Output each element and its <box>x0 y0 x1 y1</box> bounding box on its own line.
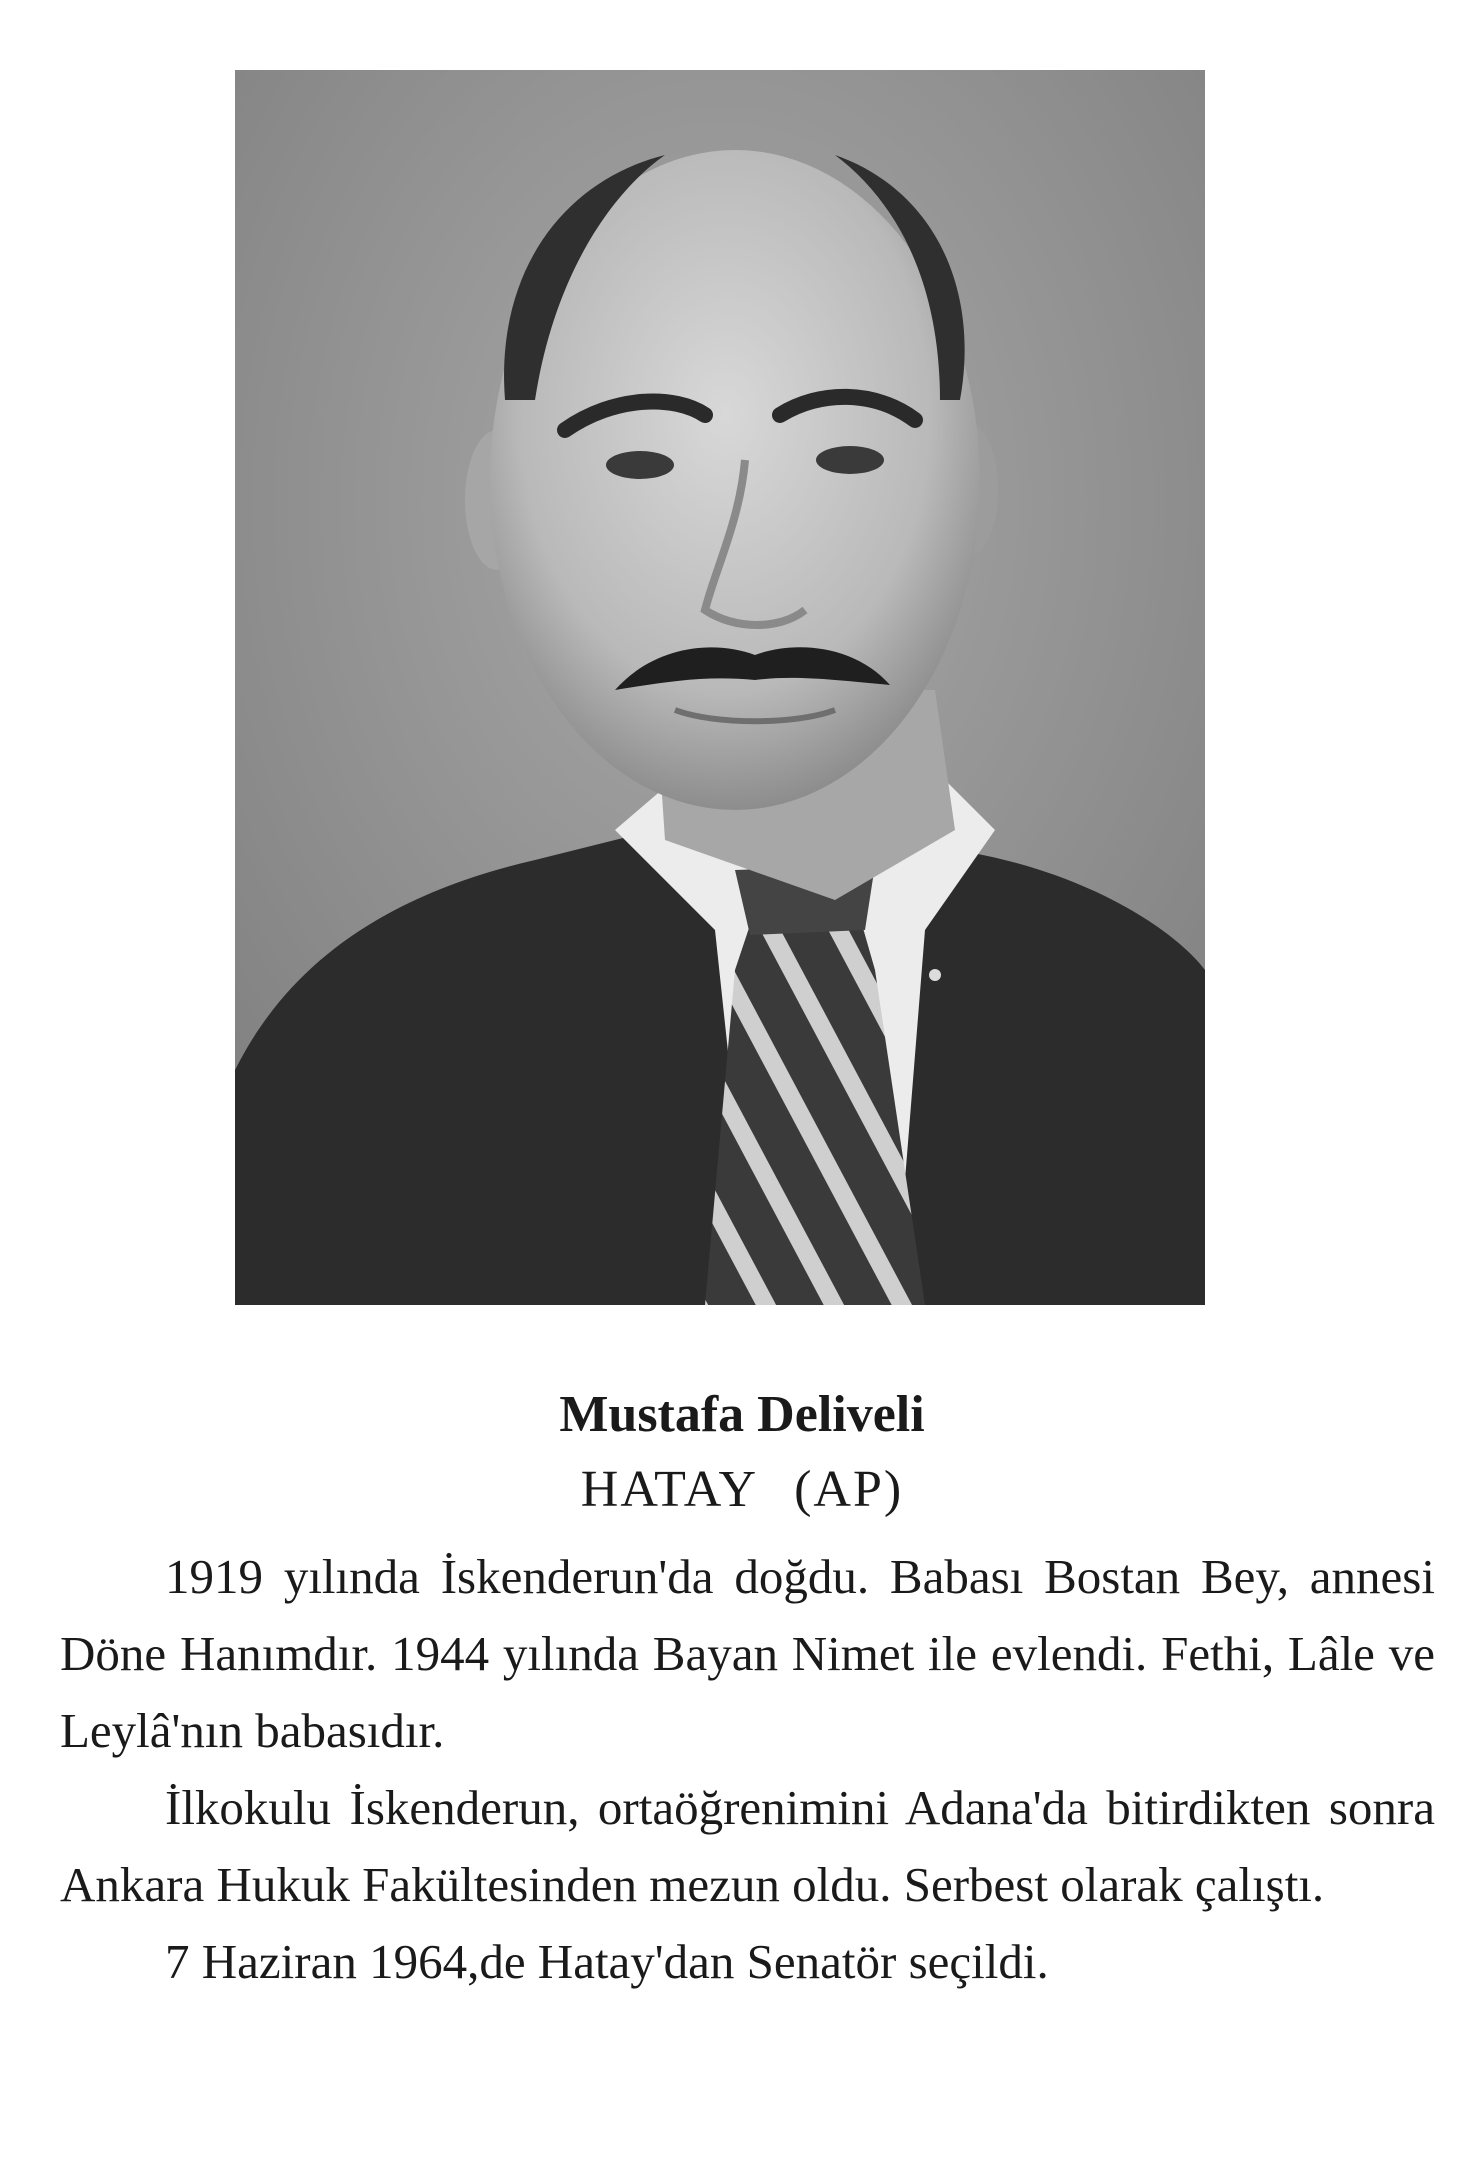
person-name: Mustafa Deliveli <box>559 1386 925 1443</box>
bio-paragraph-1: 1919 yılında İskenderun'da doğdu. Babası Bostan Bey, annesi Döne Hanımdır. 1944 yılında Bayan Nimet ile evlendi. Fethi, Lâle ve Leylâ'nın babasıdır. <box>60 1549 1435 1758</box>
portrait-photo <box>235 70 1205 1305</box>
region-label: HATAY <box>580 1461 759 1518</box>
party-label: (AP) <box>794 1461 904 1518</box>
region-party-line <box>0 1460 1484 1520</box>
biography-text <box>60 1538 1435 2000</box>
bio-paragraph-3: 7 Haziran 1964,de Hatay'dan Senatör seçildi. <box>165 1934 1049 1989</box>
bio-paragraph-2: İlkokulu İskenderun, ortaöğrenimini Adana'da bitirdikten sonra Ankara Hukuk Fakültesinden mezun oldu. Serbest olarak çalıştı. <box>60 1780 1435 1912</box>
portrait-photo-icon <box>235 70 1205 1305</box>
